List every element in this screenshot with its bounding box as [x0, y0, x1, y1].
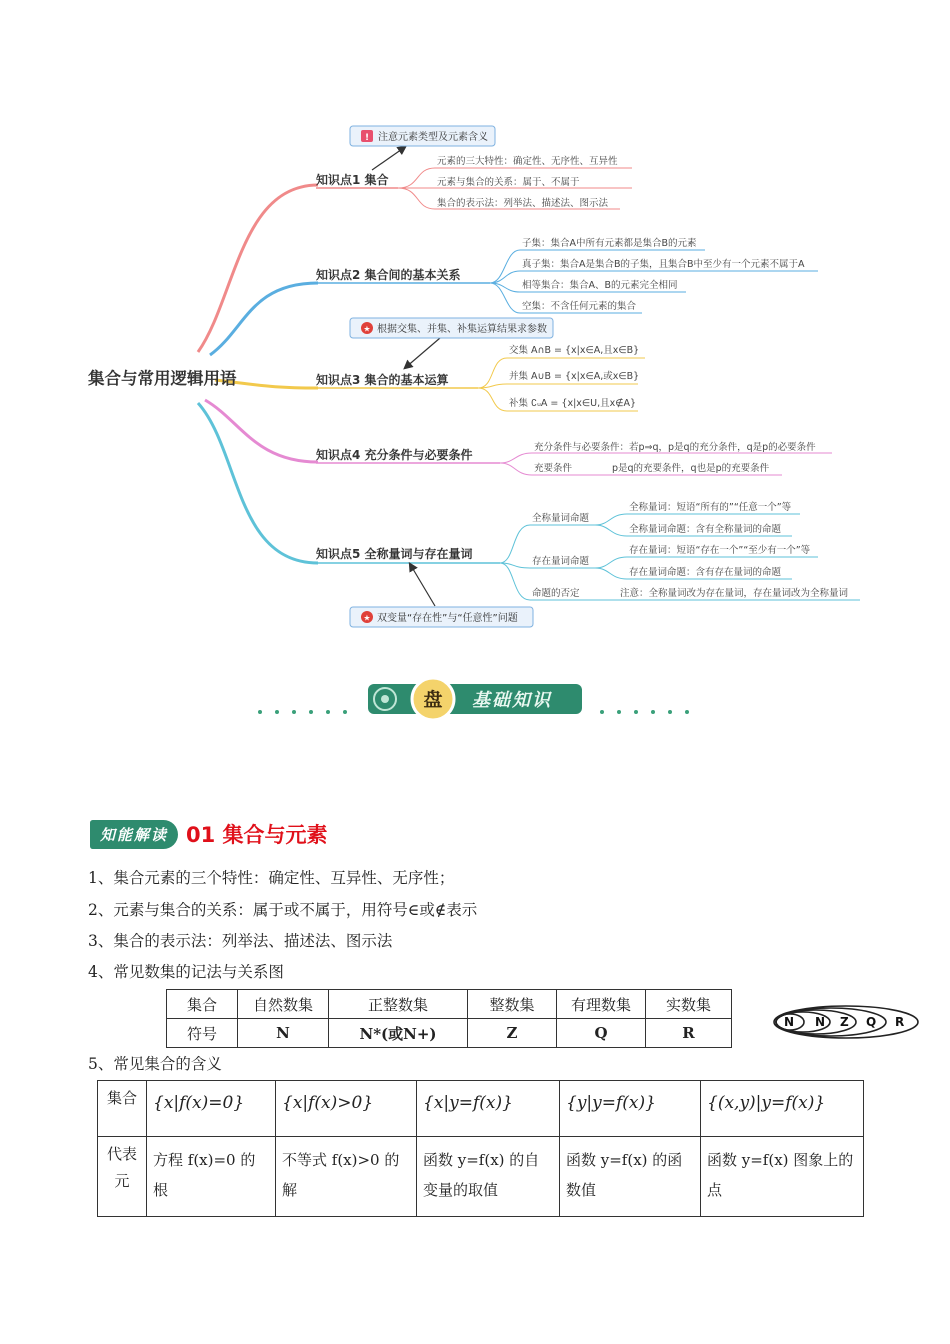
table-cell: 自然数集 [238, 990, 329, 1019]
k5-item: 全称量词命题：含有全称量词的命题 [629, 524, 782, 535]
table-cell: 正整数集 [329, 990, 468, 1019]
k5-item: 存在量词命题：含有存在量词的命题 [629, 567, 782, 578]
banner-text: 基础知识 [472, 690, 552, 711]
table-row [167, 990, 732, 1019]
k5-item: 存在量词：短语“存在一个”“至少有一个”等 [629, 545, 811, 556]
k4-item: 充分条件与必要条件：若p⇒q，p是q的充分条件，q是p的必要条件 [534, 442, 816, 453]
svg-text:N: N [815, 1015, 826, 1029]
note-arrow-1 [372, 147, 405, 170]
note-arrow-3 [410, 564, 435, 606]
k3-item: 补集 ∁ᵤA = {x|x∈U,且x∉A} [509, 398, 637, 409]
set-meaning-table [97, 1080, 864, 1217]
svg-text:!: ! [364, 133, 370, 143]
k3-item: 交集 A∩B = {x|x∈A,且x∈B} [509, 345, 640, 356]
svg-text:Z: Z [840, 1015, 849, 1029]
note-arrow-2 [405, 338, 440, 368]
k5-group: 命题的否定 [532, 588, 580, 599]
table-cell: 不等式 f(x)>0 的解 [276, 1137, 417, 1217]
section-heading: 01 集合与元素 [186, 823, 328, 847]
table-cell: N*(或N+) [329, 1019, 468, 1048]
k2-item: 相等集合：集合A、B的元素完全相同 [522, 280, 678, 291]
mindmap-root: 集合与常用逻辑用语 [88, 369, 237, 388]
k3-item: 并集 A∪B = {x|x∈A,或x∈B} [509, 371, 640, 382]
k1-item: 元素与集合的关系：属于、不属于 [437, 177, 580, 188]
table-cell: 函数 y=f(x) 图象上的点 [701, 1137, 864, 1217]
section-tag: 知能解读 [90, 820, 178, 849]
note-text-2: 根据交集、并集、补集运算结果求参数 [377, 324, 547, 335]
table-cell: 符号 [167, 1019, 238, 1048]
svg-text:R: R [895, 1015, 905, 1029]
k5-group: 存在量词命题 [532, 556, 590, 567]
text-line-5: 5、常见集合的含义 [88, 1055, 222, 1073]
note-text-1: 注意元素类型及元素含义 [378, 132, 488, 143]
table-cell: 代表元 [98, 1137, 147, 1217]
k5-item: 全称量词：短语“所有的”“任意一个”等 [629, 502, 792, 513]
table-cell: 函数 y=f(x) 的函数值 [560, 1137, 701, 1217]
svg-text:N: N [784, 1015, 795, 1029]
k1-title: 知识点1 集合 [316, 173, 389, 187]
k2-title: 知识点2 集合间的基本关系 [316, 268, 461, 282]
table-cell: N [238, 1019, 329, 1048]
k4-item: 充要条件 [534, 463, 573, 474]
k5-title: 知识点5 全称量词与存在量词 [316, 547, 473, 561]
text-line-2: 2、元素与集合的关系：属于或不属于，用符号∈或∉表示 [88, 901, 478, 919]
table-cell: 集合 [98, 1081, 147, 1137]
table-cell: {x|f(x)>0} [276, 1081, 417, 1137]
k4-title: 知识点4 充分条件与必要条件 [316, 448, 473, 462]
table-row [167, 1019, 732, 1048]
note-text-3: 双变量“存在性”与“任意性”问题 [377, 613, 518, 624]
table-row [98, 1137, 864, 1217]
k2-item: 真子集：集合A是集合B的子集，且集合B中至少有一个元素不属于A [522, 259, 805, 270]
svg-text:★: ★ [363, 324, 371, 334]
table-cell: 集合 [167, 990, 238, 1019]
k5-item: 注意：全称量词改为存在量词，存在量词改为全称量词 [620, 588, 849, 599]
table-cell: {x|y=f(x)} [417, 1081, 560, 1137]
table-row [98, 1081, 864, 1137]
k2-item: 空集：不含任何元素的集合 [522, 301, 637, 312]
mind-map [0, 0, 950, 640]
table-cell: 函数 y=f(x) 的自变量的取值 [417, 1137, 560, 1217]
k1-item: 集合的表示法：列举法、描述法、图示法 [437, 198, 609, 209]
k4-item: p是q的充要条件，q也是p的充要条件 [612, 463, 770, 474]
table-cell: 整数集 [468, 990, 557, 1019]
table-cell: {y|y=f(x)} [560, 1081, 701, 1137]
table-cell: R [646, 1019, 732, 1048]
table-cell: {x|f(x)=0} [147, 1081, 276, 1137]
svg-text:盘: 盘 [423, 689, 443, 711]
table-cell: 方程 f(x)=0 的根 [147, 1137, 276, 1217]
number-sets-table [166, 989, 732, 1048]
table-cell: Z [468, 1019, 557, 1048]
text-line-1: 1、集合元素的三个特性：确定性、互异性、无序性； [88, 869, 455, 887]
k2-item: 子集：集合A中所有元素都是集合B的元素 [522, 238, 697, 249]
text-line-4: 4、常见数集的记法与关系图 [88, 963, 284, 981]
section-title [90, 818, 328, 850]
svg-text:★: ★ [363, 613, 371, 623]
table-cell: Q [557, 1019, 646, 1048]
svg-text:Q: Q [866, 1015, 877, 1029]
text-line-3: 3、集合的表示法：列举法、描述法、图示法 [88, 932, 393, 950]
table-cell: 实数集 [646, 990, 732, 1019]
table-cell: {(x,y)|y=f(x)} [701, 1081, 864, 1137]
k3-title: 知识点3 集合的基本运算 [316, 373, 449, 387]
table-cell: 有理数集 [557, 990, 646, 1019]
banner [250, 672, 700, 724]
k1-item: 元素的三大特性：确定性、无序性、互异性 [437, 156, 618, 167]
number-set-venn [770, 1003, 922, 1041]
k5-group: 全称量词命题 [532, 513, 590, 524]
